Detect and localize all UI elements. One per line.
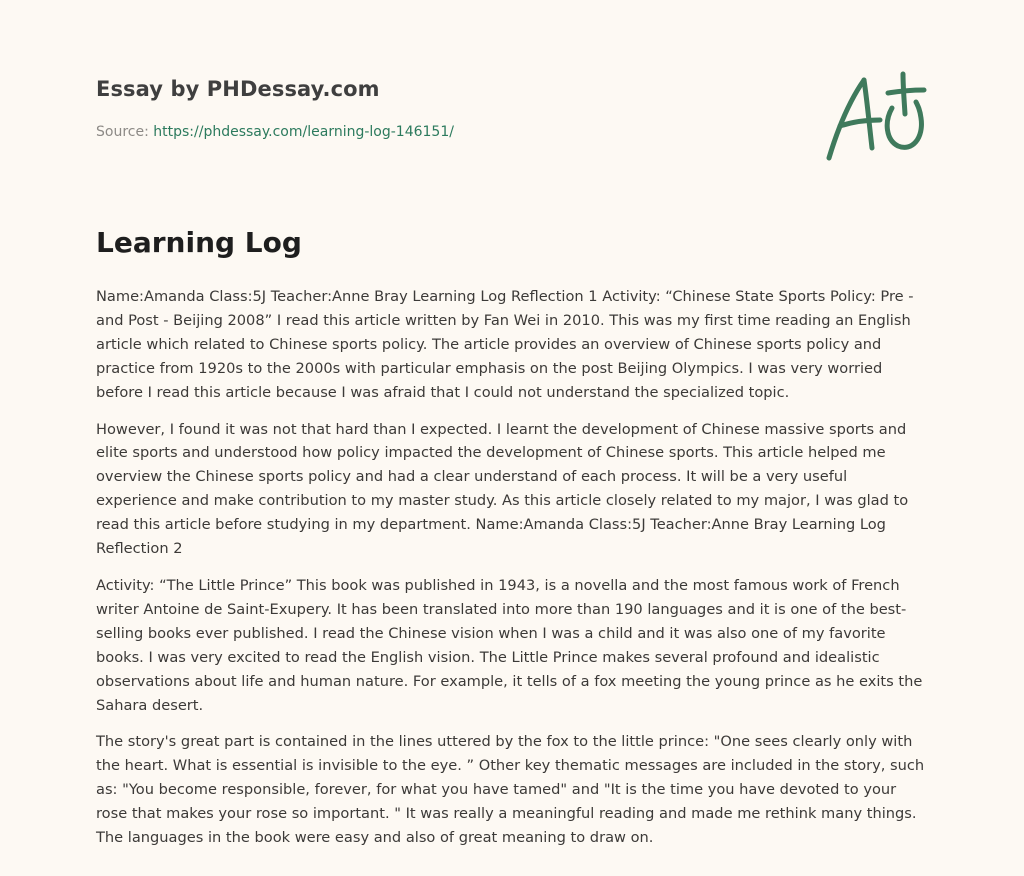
site-brand-title: Essay by PHDessay.com	[96, 77, 380, 101]
source-label: Source:	[96, 124, 154, 140]
logo-stroke	[829, 80, 864, 158]
source-link[interactable]: https://phdessay.com/learning-log-146151/	[153, 124, 454, 140]
a-plus-grade-icon	[820, 66, 930, 166]
logo-stroke	[864, 80, 872, 148]
logo-stroke	[903, 74, 905, 114]
essay-paragraph: Activity: “The Little Prince” This book was published in 1943, is a novella and the most famous work of French writer Antoine de Saint-Exupery. It has been translated into more than 190 languages and it is one of the best-selling books ever published. I read the Chinese vision when I was a child and it was also one of my favorite books. I was very excited to read the English vision. The Little Prince makes several profound and idealistic observations about life and human nature. For example, it tells of a fox meeting the young prince as he exits the Sahara desert.	[96, 576, 923, 714]
essay-paragraph: The story's great part is contained in the lines uttered by the fox to the little prince: "One sees clearly only with the heart. What is essential is invisible to the eye. ” Other key thematic messages are included in the story, such as: "You become responsible, forever, for what you have tamed" and "It is the time you have devoted to your rose that makes your rose so important. " It was really a meaningful reading and made me rethink many things. The languages in the book were easy and also of great meaning to draw on.	[96, 733, 925, 847]
logo-stroke	[888, 90, 924, 93]
essay-body	[96, 285, 928, 863]
essay-paragraph: Name:Amanda Class:5J Teacher:Anne Bray Learning Log Reflection 1 Activity: “Chinese State Sports Policy: Pre - and Post - Beijing 2008” I read this article written by Fan Wei in 2010. This was my first time reading an English article which related to Chinese sports policy. The article provides an overview of Chinese sports policy and practice from 1920s to the 2000s with particular emphasis on the post Beijing Olympics. I was very worried before I read this article because I was afraid that I could not understand the specialized topic.	[96, 288, 914, 401]
essay-paragraph: However, I found it was not that hard than I expected. I learnt the development of Chinese massive sports and elite sports and understood how policy impacted the development of Chinese sports. This article helped me overview the Chinese sports policy and had a clear understand of each process. It will be a very useful experience and make contribution to my master study. As this article closely related to my major, I was glad to read this article before studying in my department. Name:Amanda Class:5J Teacher:Anne Bray Learning Log Reflection 2	[96, 420, 909, 558]
source-line	[96, 124, 454, 140]
essay-title: Learning Log	[96, 226, 302, 259]
logo-stroke	[840, 120, 880, 126]
